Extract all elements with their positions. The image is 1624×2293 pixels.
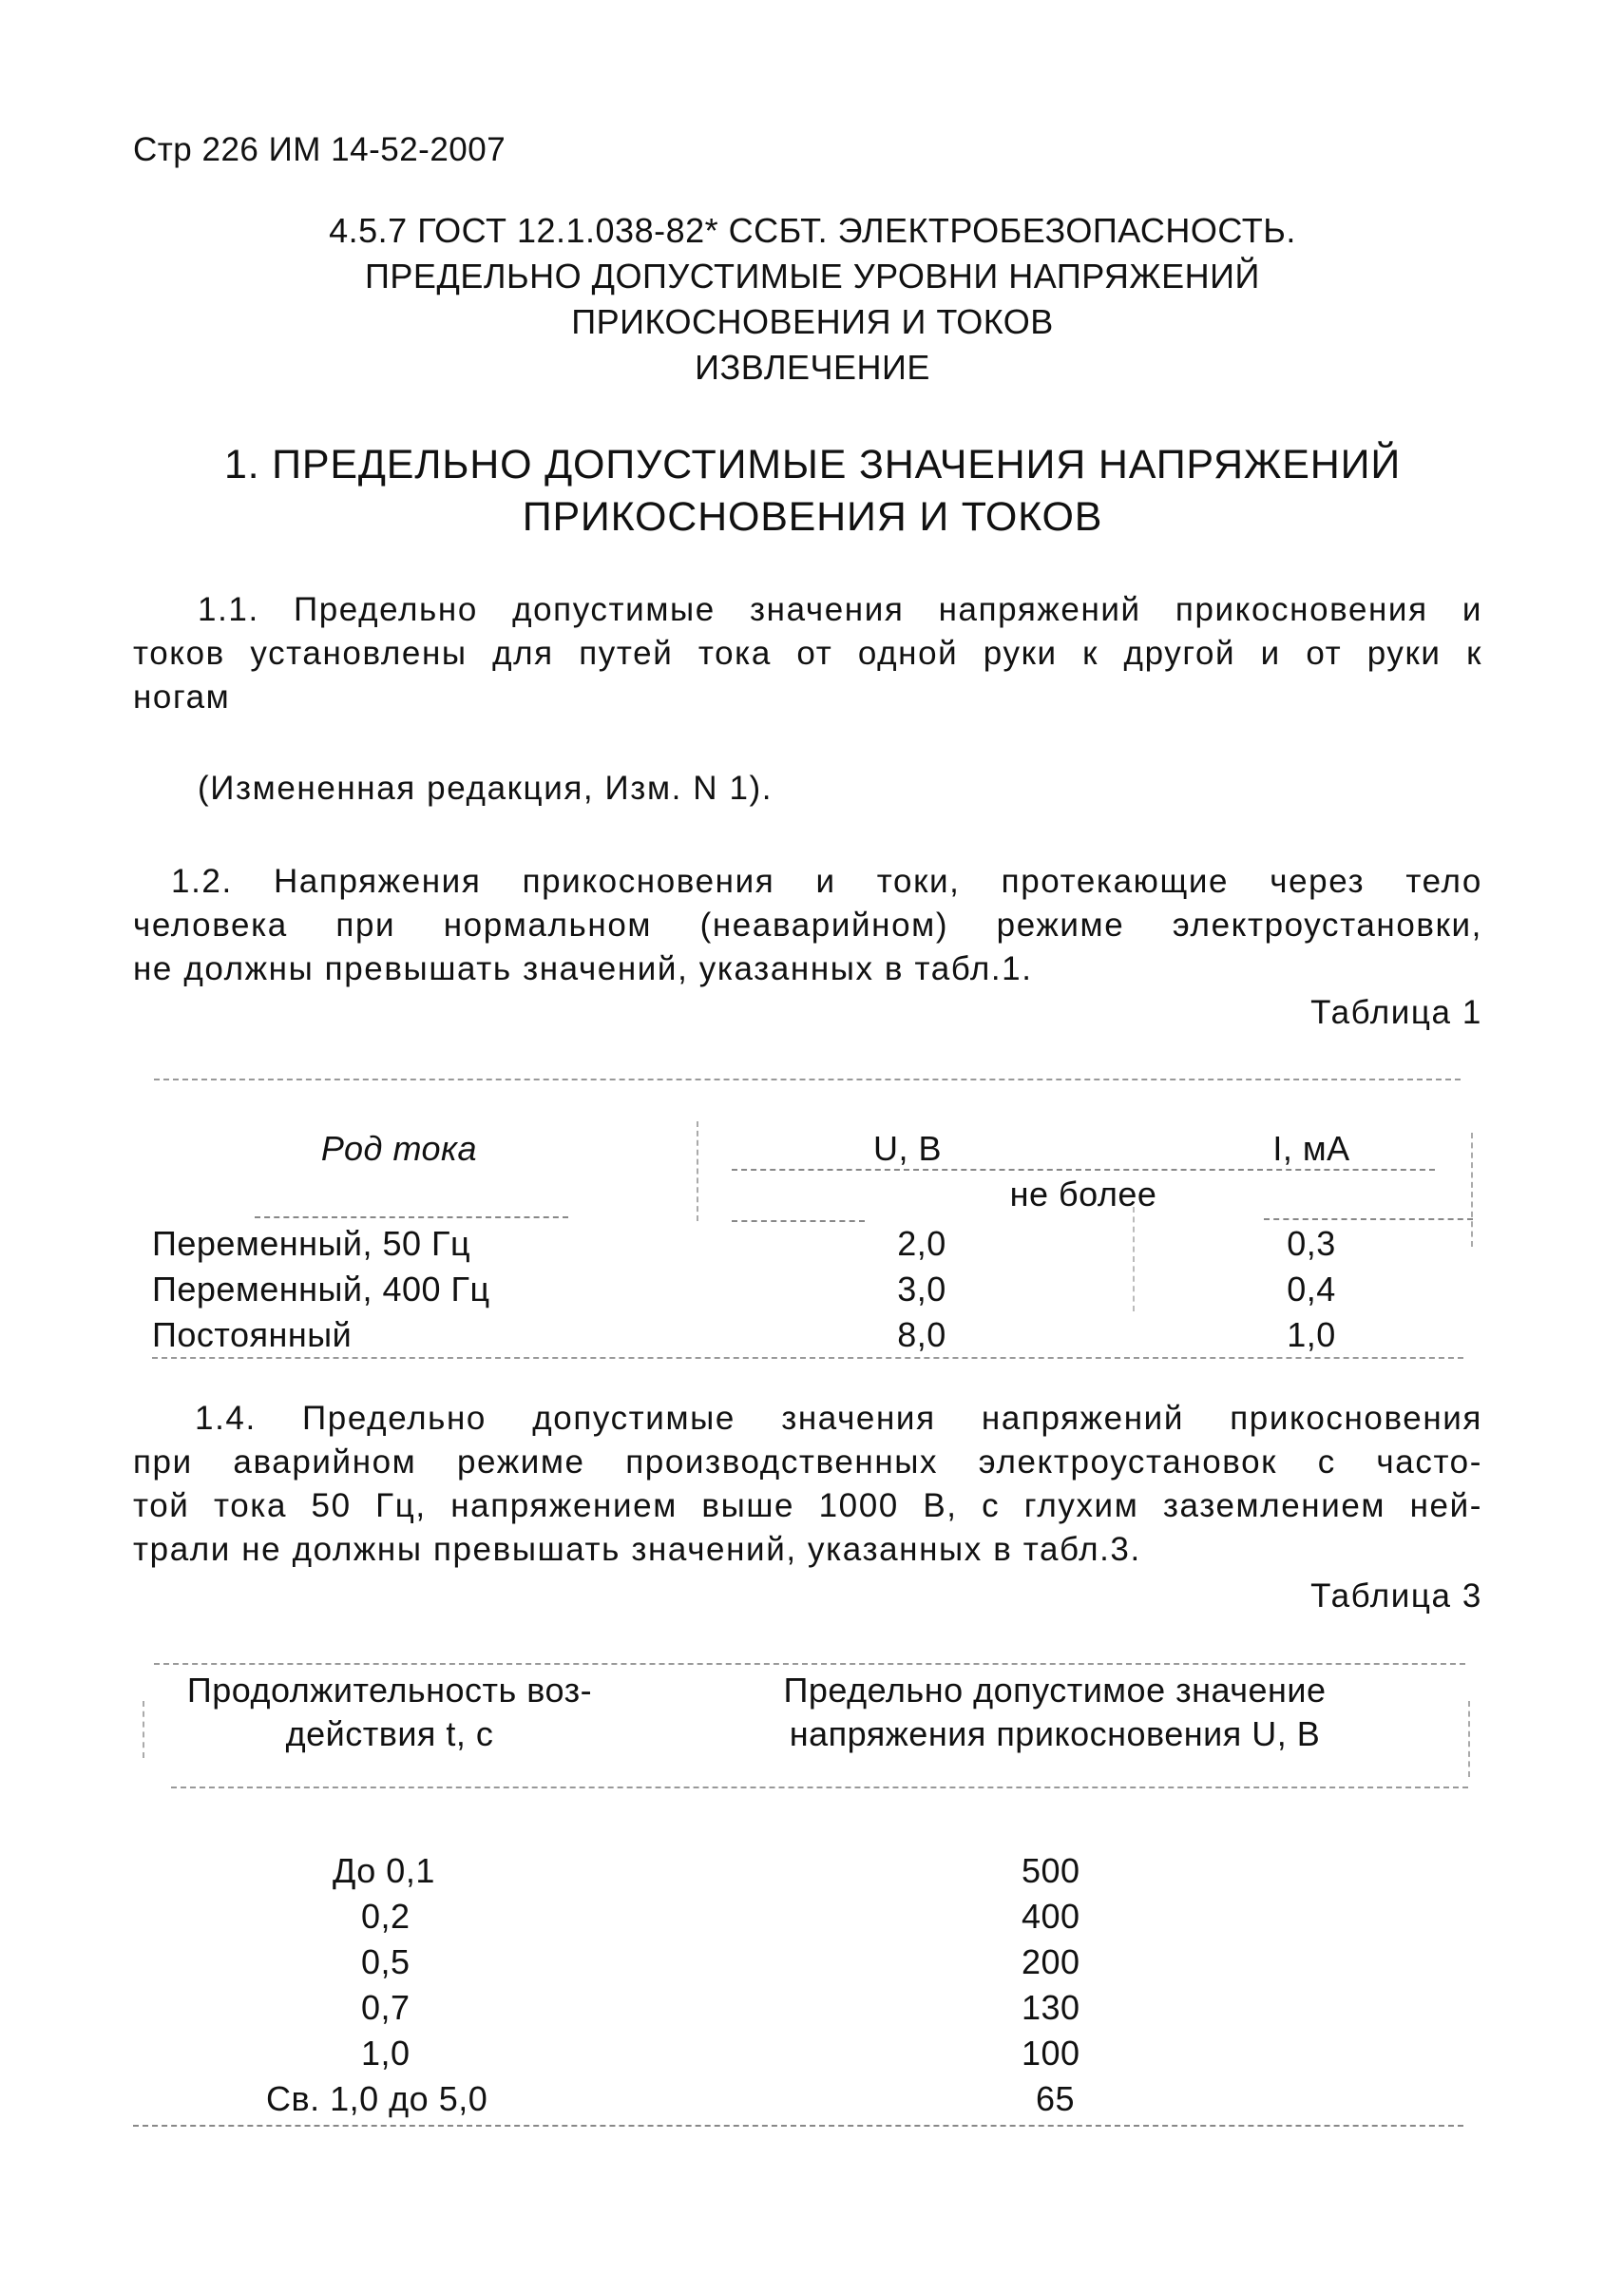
section-heading-line-1: 1. ПРЕДЕЛЬНО ДОПУСТИМЫЕ ЗНАЧЕНИЯ НАПРЯЖЕНИЙ (223, 442, 1402, 487)
table-1-row-2-kind: Переменный, 400 Гц (152, 1270, 490, 1309)
paragraph-1-4-line-4: трали не должны превышать значений, указанных в табл.3. (133, 1531, 1141, 1568)
table-1-col-divider-1 (697, 1121, 698, 1221)
paragraph-1-1-line-3: ногам (133, 678, 231, 716)
table-3-row-5-voltage: 100 (1022, 2034, 1080, 2073)
table-1-bottom-rule (152, 1357, 1463, 1359)
paragraph-1-2-line-1: 1.2. Напряжения прикосновения и токи, протекающие через тело (171, 863, 1482, 900)
table-3-row-3-duration: 0,5 (361, 1942, 411, 1981)
doc-title-line-1: 4.5.7 ГОСТ 12.1.038-82* ССБТ. ЭЛЕКТРОБЕЗОПАСНОСТЬ. (329, 211, 1296, 250)
table-3-row-3-voltage: 200 (1022, 1942, 1080, 1981)
table-1-header-rule-left (255, 1216, 568, 1218)
doc-title-line-3: ПРИКОСНОВЕНИЯ И ТОКОВ (571, 302, 1054, 341)
paragraph-1-4-line-1: 1.4. Предельно допустимые значения напряжений прикосновения (195, 1400, 1482, 1437)
paragraph-1-1-line-1: 1.1. Предельно допустимые значения напряжений прикосновения и (198, 591, 1482, 628)
table-1-right-edge (1471, 1133, 1473, 1247)
table-1-header-kind: Род тока (320, 1129, 478, 1168)
doc-title-line-2: ПРЕДЕЛЬНО ДОПУСТИМЫЕ УРОВНИ НАПРЯЖЕНИЙ (365, 257, 1260, 296)
table-3-left-edge (143, 1701, 144, 1758)
table-3-header-rule (171, 1787, 1468, 1788)
table-1-row-1-u: 2,0 (897, 1224, 946, 1263)
table-3-row-6-duration: Св. 1,0 до 5,0 (266, 2079, 488, 2118)
table-3-top-rule (154, 1663, 1465, 1665)
table-3-right-edge (1468, 1701, 1470, 1777)
table-1-subheader: не более (1009, 1175, 1157, 1213)
page-header: Стр 226 ИМ 14-52-2007 (133, 131, 506, 168)
table-1-header-u: U, В (872, 1129, 942, 1168)
table-3-header-voltage-line-2: напряжения прикосновения U, В (789, 1714, 1321, 1753)
amendment-note: (Измененная редакция, Изм. N 1). (198, 770, 774, 807)
table-3-header-duration-line-2: действия t, с (285, 1714, 494, 1753)
paragraph-1-4-line-2: при аварийном режиме производственных электроустановок с часто- (133, 1443, 1482, 1481)
table-1-row-3-u: 8,0 (897, 1315, 946, 1354)
table-1-header-rule-mid (732, 1220, 865, 1222)
table-1-row-1-kind: Переменный, 50 Гц (152, 1224, 471, 1263)
table-3-row-6-voltage: 65 (1036, 2079, 1076, 2118)
table-3-header-duration-line-1: Продолжительность воз- (186, 1671, 593, 1710)
table-1-row-3-i: 1,0 (1287, 1315, 1336, 1354)
table-1-row-3-kind: Постоянный (152, 1315, 353, 1354)
table-1-header-i: I, мА (1272, 1129, 1350, 1168)
table-3-caption: Таблица 3 (1310, 1577, 1482, 1615)
doc-title-line-4: ИЗВЛЕЧЕНИЕ (695, 348, 930, 387)
table-1-caption: Таблица 1 (1310, 994, 1482, 1031)
paragraph-1-4-line-3: той тока 50 Гц, напряжением выше 1000 В, с глухим заземлением ней- (133, 1487, 1482, 1524)
paragraph-1-1-line-2: токов установлены для путей тока от одной руки к другой и от руки к (133, 635, 1482, 672)
table-1-col-divider-2 (1133, 1207, 1135, 1311)
table-1-top-rule (154, 1079, 1461, 1080)
table-3-row-4-voltage: 130 (1022, 1988, 1080, 2027)
section-heading-line-2: ПРИКОСНОВЕНИЯ И ТОКОВ (522, 494, 1103, 540)
table-3-bottom-rule (133, 2125, 1463, 2127)
table-3-row-1-duration: До 0,1 (333, 1851, 435, 1890)
table-3-row-2-voltage: 400 (1022, 1897, 1080, 1936)
table-1-row-2-i: 0,4 (1287, 1270, 1336, 1309)
paragraph-1-2-line-3: не должны превышать значений, указанных в табл.1. (133, 950, 1033, 987)
table-3-row-2-duration: 0,2 (361, 1897, 411, 1936)
table-3-header-voltage-line-1: Предельно допустимое значение (783, 1671, 1327, 1710)
table-1-subheader-rule (732, 1169, 1435, 1171)
table-3-row-5-duration: 1,0 (361, 2034, 411, 2073)
paragraph-1-2-line-2: человека при нормальном (неаварийном) режиме электроустановки, (133, 907, 1482, 944)
table-1-row-2-u: 3,0 (897, 1270, 946, 1309)
table-3-row-4-duration: 0,7 (361, 1988, 411, 2027)
table-3-row-1-voltage: 500 (1022, 1851, 1080, 1890)
table-1-header-rule-right (1264, 1218, 1473, 1220)
table-1-row-1-i: 0,3 (1287, 1224, 1336, 1263)
